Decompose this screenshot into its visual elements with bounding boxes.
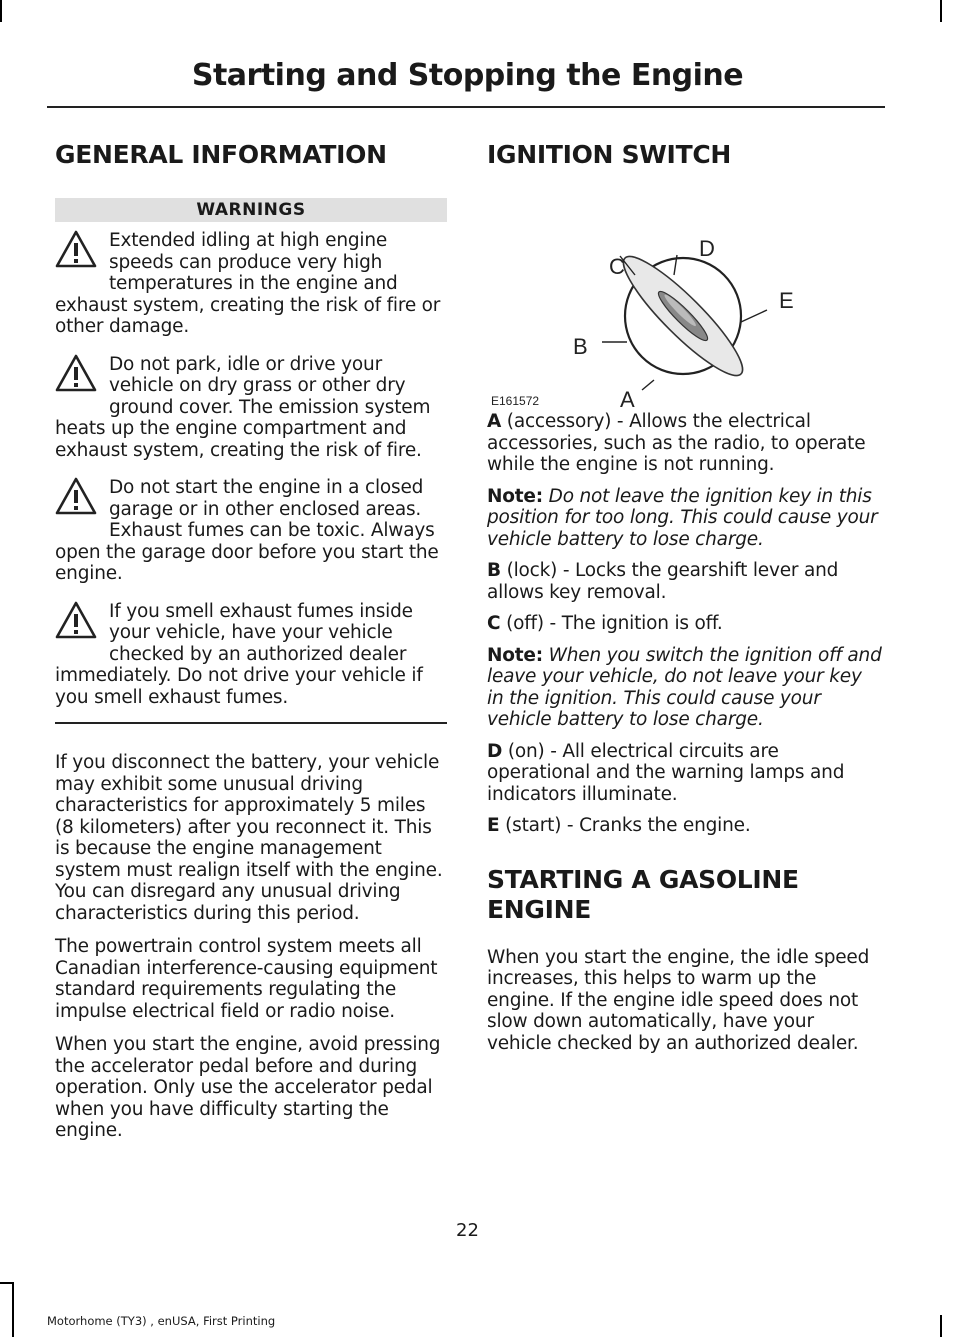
heading-line-1: STARTING A GASOLINE xyxy=(487,864,799,894)
warning-text: Do not park, idle or drive your vehicle on dry grass or other dry ground cover. The emission system heats up the engine compartment and exhaust system, creating the risk of fire. xyxy=(55,353,431,461)
ignition-switch-figure xyxy=(487,182,882,407)
warning-triangle-icon xyxy=(55,477,107,525)
crop-mark-top-right xyxy=(940,0,942,22)
diagram-label-b: B xyxy=(573,334,588,359)
position-item-b xyxy=(487,560,882,603)
position-text: (accessory) - Allows the electrical accessories, such as the radio, to operate while the engine is not running. xyxy=(487,411,866,475)
warning-item xyxy=(55,230,447,338)
warnings-end-divider xyxy=(55,722,447,724)
leader-line-e xyxy=(741,310,767,322)
diagram-label-d: D xyxy=(699,236,715,261)
footer-text: Motorhome (TY3) , enUSA, First Printing xyxy=(47,1314,276,1328)
warning-text: If you smell exhaust fumes inside your vehicle, have your vehicle checked by an authorized dealer immediately. Do not drive your vehicle if you smell exhaust fumes. xyxy=(55,600,423,708)
diagram-label-a: A xyxy=(620,387,635,407)
position-text: (start) - Cranks the engine. xyxy=(499,815,751,836)
header-divider xyxy=(47,106,885,108)
body-paragraph: The powertrain control system meets all Canadian interference-causing equipment standard requirements regulating the impulse electrical field or radio noise. xyxy=(55,936,438,1022)
ignition-positions-list xyxy=(487,411,882,837)
position-item-a xyxy=(487,411,882,476)
left-column xyxy=(55,140,447,1142)
position-label: C xyxy=(487,613,501,634)
warning-text: Extended idling at high engine speeds can produce very high temperatures in the engine and exhaust system, creating the risk of fire or other damage. xyxy=(55,230,441,337)
page-number: 22 xyxy=(456,1220,479,1241)
leader-line-a xyxy=(642,380,654,390)
position-label: B xyxy=(487,560,501,581)
note-item xyxy=(487,486,882,551)
diagram-code: E161572 xyxy=(491,394,540,407)
position-item-d xyxy=(487,741,882,806)
section-heading-general-information: GENERAL INFORMATION xyxy=(55,140,387,169)
body-paragraph: If you disconnect the battery, your vehicle may exhibit some unusual driving characteristics for approximately 5 miles (8 kilometers) after you reconnect it. This is because the engine management system must realign itself with the engine. You can disregard any unusual driving characteristics during this period. xyxy=(55,752,443,924)
warning-triangle-icon xyxy=(55,230,107,278)
position-item-e xyxy=(487,815,882,837)
section-heading-starting-gasoline-engine xyxy=(487,865,882,925)
note-label: Note: xyxy=(487,485,543,507)
warning-text: Do not start the engine in a closed garage or in other enclosed areas. Exhaust fumes can be toxic. Always open the garage door before you start the engine. xyxy=(55,477,439,584)
warning-triangle-icon xyxy=(55,601,107,649)
section-heading-ignition-switch: IGNITION SWITCH xyxy=(487,140,731,169)
diagram-label-c: C xyxy=(609,254,625,279)
note-text: Do not leave the ignition key in this position for too long. This could cause your vehicle battery to lose charge. xyxy=(487,485,878,550)
body-paragraph: When you start the engine, the idle speed increases, this helps to warm up the engine. If the engine idle speed does not slow down automatically, have your vehicle checked by an authorized dealer. xyxy=(487,946,870,1054)
crop-mark-bottom-left-h xyxy=(0,1282,14,1284)
position-item-c xyxy=(487,613,882,635)
general-information-body xyxy=(55,752,447,1142)
position-text: (lock) - Locks the gearshift lever and allows key removal. xyxy=(487,560,839,603)
note-label: Note: xyxy=(487,644,543,666)
warning-item xyxy=(55,477,447,585)
position-label: D xyxy=(487,740,503,762)
body-paragraph: When you start the engine, avoid pressing the accelerator pedal before and during operation. Only use the accelerator pedal when you have difficulty starting the engine. xyxy=(55,1034,441,1141)
right-column xyxy=(487,140,882,1054)
ignition-switch-diagram xyxy=(487,182,882,407)
crop-mark-bottom-left xyxy=(12,1282,14,1337)
warning-triangle-icon xyxy=(55,354,107,402)
diagram-label-e: E xyxy=(779,288,794,313)
position-label: A xyxy=(487,411,502,432)
note-text: When you switch the ignition off and leave your vehicle, do not leave your key in the ignition. This could cause your vehicle battery to lose charge. xyxy=(487,644,882,730)
crop-mark-bottom-right xyxy=(940,1315,942,1337)
note-item xyxy=(487,645,882,731)
position-label: E xyxy=(487,815,500,836)
warnings-header: WARNINGS xyxy=(55,198,447,222)
page-title: Starting and Stopping the Engine xyxy=(191,58,744,93)
warning-item xyxy=(55,601,447,709)
crop-mark-top-left xyxy=(0,0,2,22)
position-text: (off) - The ignition is off. xyxy=(500,613,723,634)
position-text: (on) - All electrical circuits are operational and the warning lamps and indicators illuminate. xyxy=(487,740,845,805)
heading-line-2: ENGINE xyxy=(487,894,592,924)
warning-item xyxy=(55,354,447,462)
